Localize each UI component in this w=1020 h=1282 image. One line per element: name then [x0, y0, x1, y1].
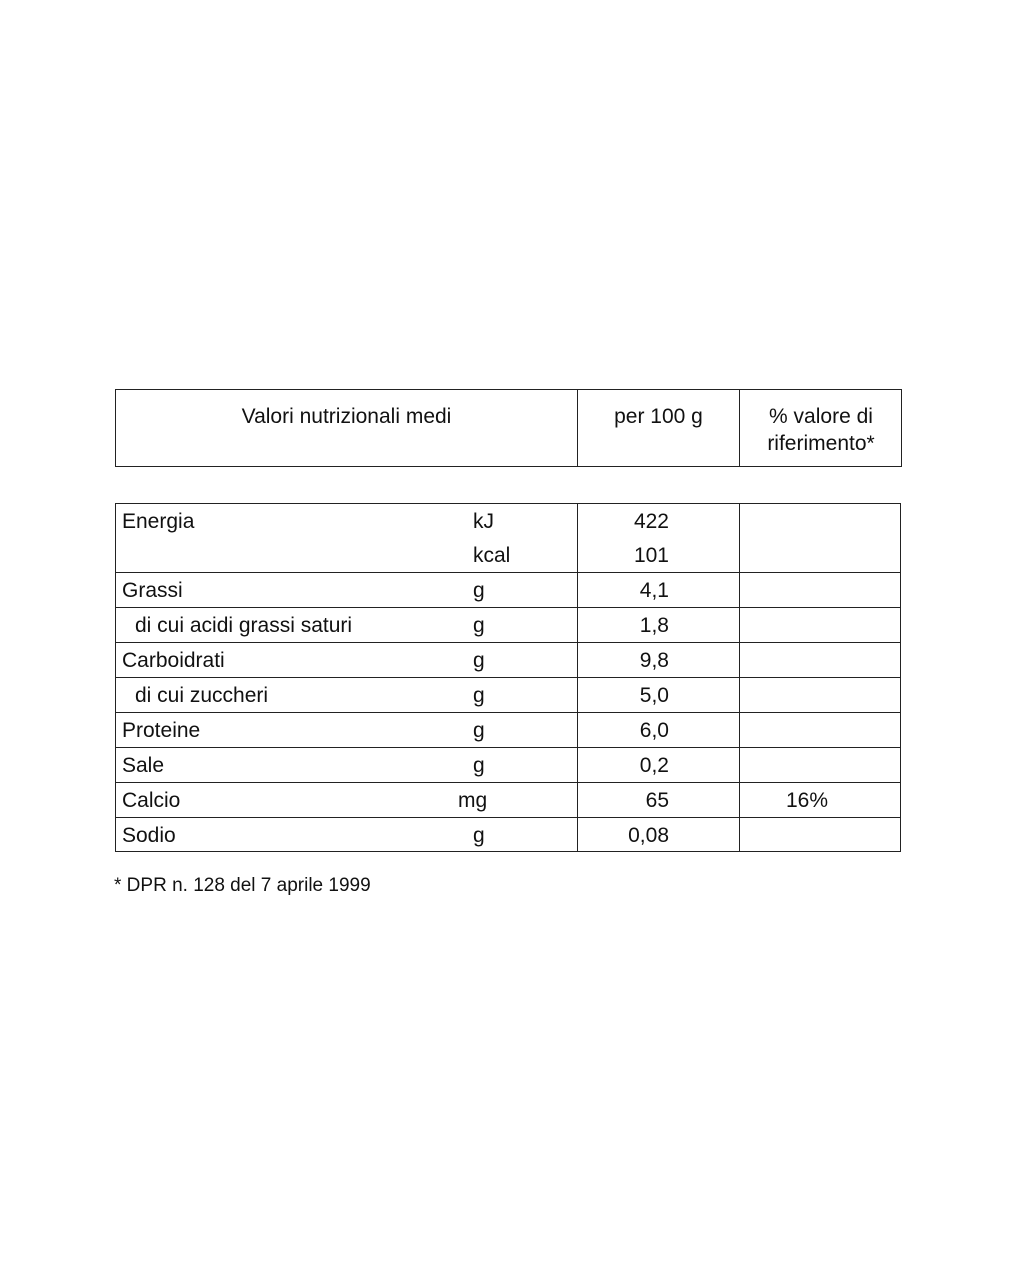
row-value: 6,0 — [639, 719, 669, 742]
row-label: Carboidrati — [122, 649, 225, 672]
row-reference-percent: 16% — [785, 789, 829, 812]
row-label: Energia — [122, 510, 195, 533]
row-value: 1,8 — [639, 614, 669, 637]
nutrition-header-table — [115, 389, 902, 467]
row-value: 4,1 — [639, 579, 669, 602]
header-per-100g: per 100 g — [614, 405, 703, 428]
table-row-zuccheri — [116, 678, 900, 713]
table-row-sodio — [116, 818, 900, 852]
row-unit: g — [473, 719, 485, 742]
row-unit: g — [473, 684, 485, 707]
table-row-carboidrati — [116, 643, 900, 678]
row-label: Sodio — [122, 824, 176, 847]
row-value: 65 — [645, 789, 669, 812]
row-label: Grassi — [122, 579, 183, 602]
row-value: 0,2 — [639, 754, 669, 777]
row-value: 5,0 — [639, 684, 669, 707]
header-reference-line2: riferimento* — [767, 432, 875, 455]
row-unit: g — [473, 649, 485, 672]
row-value: 0,08 — [628, 824, 669, 847]
header-reference-line1: % valore di — [769, 405, 873, 428]
row-unit-secondary: kcal — [473, 544, 511, 567]
row-label: di cui zuccheri — [135, 684, 269, 707]
row-label: Calcio — [122, 789, 181, 812]
table-row-sale — [116, 748, 900, 783]
row-unit: g — [473, 754, 485, 777]
row-label: Proteine — [122, 719, 201, 742]
row-unit: mg — [458, 789, 488, 812]
table-row-proteine — [116, 713, 900, 748]
table-row-saturi — [116, 608, 900, 643]
row-unit: g — [473, 579, 485, 602]
row-value: 422 — [633, 510, 669, 533]
table-row-grassi — [116, 573, 900, 608]
row-unit: g — [473, 614, 485, 637]
nutrition-table — [115, 503, 901, 852]
row-value-secondary: 101 — [633, 544, 669, 567]
table-row-energia — [116, 504, 900, 573]
row-label: di cui acidi grassi saturi — [135, 614, 353, 637]
table-row-calcio — [116, 783, 900, 818]
footnote: * DPR n. 128 del 7 aprile 1999 — [114, 875, 371, 896]
header-nutrition-values: Valori nutrizionali medi — [241, 405, 452, 428]
row-label: Sale — [122, 754, 165, 777]
row-unit: kJ — [473, 510, 494, 533]
header-reference-percent — [740, 403, 902, 457]
row-value: 9,8 — [639, 649, 669, 672]
row-unit: g — [473, 824, 485, 847]
